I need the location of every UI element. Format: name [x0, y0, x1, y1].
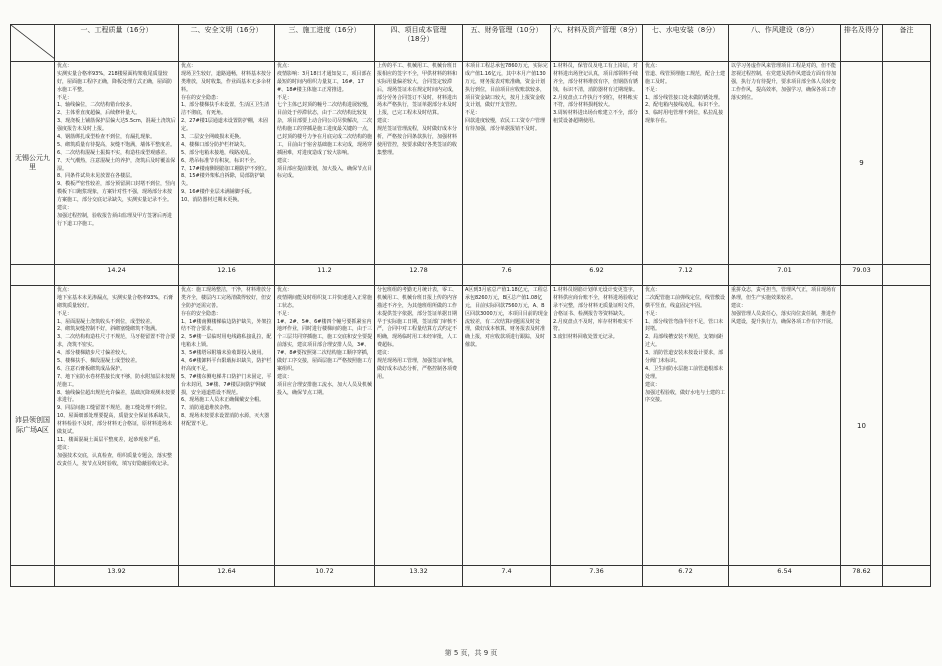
score-remarks [883, 566, 931, 587]
col-header-materials: 六、材料及资产管理（8分） [551, 25, 643, 62]
score-quality: 13.92 [55, 566, 179, 587]
corner-cell [11, 25, 55, 62]
cell-materials: 1.材料员，保管员及电工有上岗证，对材料进出场登记认真，项目部领料手续齐全，部分材料堆放有序，但钢筋有锈蚀，标识不清，消防器材有过期现象。 2.月度盘点工作执行不到位，材料帐实不符，部分材料损耗较大。 3.周转材料进出场台账建立不全，部分租赁设备超期使用。 [551, 62, 643, 265]
score-conduct: 7.01 [729, 265, 841, 286]
cell-rank: 10 [841, 286, 883, 566]
cell-finance: 本项目工程总承包7860万元，实际完成产值1.16亿元，其中本月产值130万元，财务报表对账准确，资金计划执行到位，目前项目应收账款较多，项目资金缺口较大，按月上报资金收支计划，做好开支管控。 不足： 回款进度较慢，农民工工资专户管理有待加强，部分单据报销不及时。 [463, 62, 551, 265]
score-label [11, 566, 55, 587]
score-label [11, 265, 55, 286]
col-header-quality: 一、工程质量（16分） [55, 25, 179, 62]
score-safety: 12.16 [179, 265, 275, 286]
score-remarks [883, 265, 931, 286]
score-total: 79.03 [841, 265, 883, 286]
cell-conduct: 以学习务虚作风来管理项目工程是对的，但不能忽视过程控制，在党建及抓作风建设方面有待加强，执行力有待提升，要求项目部全体人员转变工作作风，提高效率，加强学习，确保各项工作落实到位。 [729, 62, 841, 265]
evaluation-table [10, 24, 931, 587]
table-row [11, 286, 931, 566]
col-header-progress: 三、施工进度（16分） [275, 25, 375, 62]
score-cost: 12.78 [375, 265, 463, 286]
cell-utilities: 优点： 管道、线管预埋施工规范，配合土建施工及时。 不足： 1、部分线管接口处未做防锈处理。 2、配电箱内接线凌乱，标识不全。 3、临时用电管理不到位，私拉乱接现象存在。 [643, 62, 729, 265]
col-header-conduct: 八、作风建设（8分） [729, 25, 841, 62]
cell-remarks [883, 62, 931, 265]
cell-conduct: 重拼众志，责可担当，管理风气正，项目现场有条理，但生产实施效果较差。 建议： 加强管理人员责任心，落实岗位责任制，推进作风建设，提升执行力，确保各项工作有序开展。 [729, 286, 841, 566]
project-name: 沛县领创国际广场A区 [11, 286, 55, 566]
cell-quality: 优点： 地下室基本未见渗漏点，实测实量合格率93%，石膏砌筑质量较好。 不足： 1、屋面混凝土浇筑收头不到位，成型较差。 2、砌筑灰缝控制不好，斜砌塞缝砌筑不饱满。 3、二次结构构造柱尺寸不规范，马牙槎留置不符合要求，浇筑不密实。 4、部分楼梯踏步尺寸偏差较大。 5、楼梯扶手、梯段混凝土成型较差。 6、注意石膏板砌筑成品保护。 7、地下室防水卷材搭接长度不够，防水附加层未按规范施工。 8、轴线偏位超出规范允许偏差，基础沉降观测未按要求进行。 9、同层间施工缝留置不规范，施工缝处理不到位。 10、屋面细部处理要提高，质量安全保证体系缺失，材料检验不及时，部分材料无合格证，原材料进场未做复试。 11、楼面混凝土面层平整度差，起砂现象严重。 建议： 加强技术交底，认真检查，组织质量专题会，落实整改责任人，按节点及时验收，填写好隐蔽验收记录。 [55, 286, 179, 566]
score-progress: 10.72 [275, 566, 375, 587]
col-header-finance: 五、财务管理（10分） [463, 25, 551, 62]
score-utilities: 6.72 [643, 566, 729, 587]
header-row [11, 25, 931, 62]
score-quality: 14.24 [55, 265, 179, 286]
table-row [11, 62, 931, 265]
score-cost: 13.32 [375, 566, 463, 587]
col-header-utilities: 七、水电安装（8分） [643, 25, 729, 62]
cell-quality: 优点： 实测实量合格率93%，218楼屋面构架收尾质量较好，屋面施工程序正确，降板处理方式正确，屋面防水施工平整。 不足： 1、轴线偏位，二次结构错台较多。 2、主体垂直度超偏，后续修补量大。 3、现浇板上铺筋保护层偏大达5.5cm，混凝土浇筑后强度报告未及时上报。 4、钢筋绑扎成型检查不到位，有漏扎现象。 5、砌筑质量有待提高，灰缝不饱满，墙体平整度差。 6、二次结构混凝土振捣不实，构造柱成型观感差。 7、天气潮热，注意混凝土的养护，浇筑后及时覆盖保湿。 8、同条件试块未见放置在各楼层。 9、模板严密性较差，部分预留洞口封堵不到位，竖向模板下口跑浆现象，方案针对性不强，现场部分未按方案施工，部分交底记录缺失，实测实量记录不全。 建议： 加强过程控制，验收报告须由监理及甲方签署后再进行下道工序施工。 [55, 62, 179, 265]
score-materials: 6.92 [551, 265, 643, 286]
score-materials: 7.36 [551, 566, 643, 587]
score-row [11, 566, 931, 587]
score-finance: 7.4 [463, 566, 551, 587]
col-header-rank: 排名及得分 [841, 25, 883, 62]
cell-progress: 优点： 疫情期间能及时组织复工并快速进入正常施工状态。 不足： 1#、2#、5#、6#楼四个幢号要抓紧室内地坪作业，同时进行楼梯间的施工，由于三个三层共同穿插施工，施工交底和安全要提前落实，建议项目部合理安排人员，3#、7#、8#要按照第二次结构施工顺序穿插，做好工序交接，屋面层施工严格按照施工方案组织。 建议： 项目应合理安排施工流水，加大人员及机械投入，确保节点工期。 [275, 286, 375, 566]
col-header-safety: 二、安全文明（16分） [179, 25, 275, 62]
page-number: 第 5 页，共 9 页 [444, 649, 498, 657]
cell-cost: 分包班组的考勤无月统计表，零工、机械用工、机械台班日报上传的内容描述不齐全，为其他班组所做的工作未提供签字依据，部分签证单据日期早于实际施工日期，签证部门审核不严，合同中对工程量结算方式约定不明确，现场临时用工未经审批，人工费超标。 建议： 规范现场用工管理，加强签证审核，做好成本动态分析，严格控制各项费用。 [375, 286, 463, 566]
score-utilities: 7.12 [643, 265, 729, 286]
cell-utilities: 优点： 二次配管施工前弹线定位，线管敷设横平竖直，线盒固定牢固。 不足： 1、部分线管弯曲半径不足，管口未封堵。 2、局部线槽安装不规范，支架间距过大。 3、消防管道安装未按设计要求，部分阀门未标识。 4、卫生间防水层施工前管道根部未处理。 建议： 加强过程验收，做好水电与土建的工序交接。 [643, 286, 729, 566]
score-finance: 7.6 [463, 265, 551, 286]
project-name: 无锡公元九里 [11, 62, 55, 265]
col-header-remarks: 备注 [883, 25, 931, 62]
score-safety: 12.64 [179, 566, 275, 587]
cell-materials: 1.材料员钢筋计划单无设计变更签字，材料供应商台账不全，材料进场验收记录不完整，部分材料无质量证明文件，合格证书、检测报告等资料缺失。 2.月度盘点不及时，库存材料账实不符。 3.废旧材料回收处置无记录。 [551, 286, 643, 566]
score-conduct: 6.54 [729, 566, 841, 587]
cell-safety: 优点： 现场卫生较好，道路通畅，材料基本按分类堆放，及时收集，作业面基本无多余材料。 存在的安全隐患： 1、部分楼梯扶手未设置，生活区卫生清洁不彻底，有死角。 2、27#楼1层通道未设置防护棚，未固定。 3、二层安全网破损未更换。 4、楼梯口部分防护栏杆缺失。 5、部分电箱未接地，线路凌乱。 6、塔吊标准节有积灰，标识不全。 7、17#楼南侧钢筋加工棚防护不到位。 8、15#楼外架私自拆除，局部防护缺失。 9、16#楼作业层未满铺脚手板。 10、消防器材过期未更换。 [179, 62, 275, 265]
cell-rank: 9 [841, 62, 883, 265]
score-progress: 11.2 [275, 265, 375, 286]
diagonal-line [11, 25, 55, 59]
col-header-cost: 四、项目成本管理 （18分） [375, 25, 463, 62]
cell-finance: A区到3月底总产值1.18亿元，工程总承包8260万元，B区总产值1.08亿元，目前实际回款7560万元，A、B区回款3000万元，本项目目前的现金流较差，有二次结算问题需及时处理，做好成本核算，财务报表及时准确上报，对应收款项进行跟踪，及时催款。 [463, 286, 551, 566]
score-row [11, 265, 931, 286]
cell-safety: 优点：施工现场整洁，干净，材料堆放分类齐全，楼层内工完场清做得较好，但安全防护还需完善。 存在的安全隐患： 1、1#楼南侧楼梯临边防护缺失，外架拉结不符合要求。 2、5#楼一层临时用电线路私接乱拉，配电箱未上锁。 3、5#楼塔吊附墙未验收即投入使用。 4、6#楼卸料平台限载标识缺失，防护栏杆高度不足。 5、7#楼东侧电梯井口防护门未固定，平台未封闭，3#楼、7#楼层间防护网破损，安全通道搭设不规范。 6、现场施工人员未正确佩戴安全帽。 7、消防通道堆放杂物。 8、现场未按要求设置消防水源，灭火器材配置不足。 [179, 286, 275, 566]
cell-progress: 优点： 疫情影响：3月18日才通知复工，项目部在最短的时间内组织力量复工，16#、17#、18#楼主体施工正常推进。 不足： 七个主体已封顶的幢号二次结构进展较慢，目前处于停滞状态，由于二次结构比较复杂，项目部要上动合同公司尽快解决，二次结构施工的穿插是施工进度最关键的一点，已封顶的楼号力争在月底完成二次结构的施工，目前由于宿舍基础施工未完成，现场穿插困难，对进度造成了较大影响。 建议： 项目部应提前策划，加大投入，确保节点目标完成。 [275, 62, 375, 265]
cell-remarks [883, 286, 931, 566]
score-total: 78.62 [841, 566, 883, 587]
cell-cost: 上传的平工、机械用工、机械台班日报相应的签字不全，甲供材料的料和实际用量偏差较大，合同签定较滞后，现场签证未在规定时间内完成，部分劳务合同签订不及时，材料进出场未严格执行，签证单据部分未及时上报，已完工程未及时结算。 建议： 规范签证管理流程，及时做好成本分析，严格按合同条款执行，加强材料使用管控，按要求做好各类签证的收集整理。 [375, 62, 463, 265]
